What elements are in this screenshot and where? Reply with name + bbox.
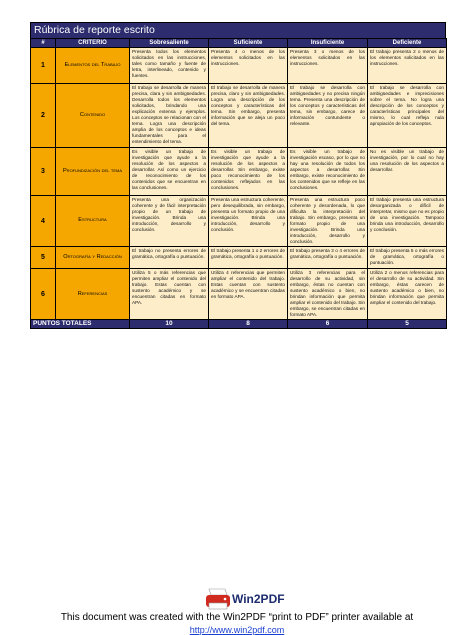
table-cell: Utiliza 2 o menos referencias para el desarrollo de su actividad. Sin embargo, éstas carecen de sustento académico o bien, no brindan información que permita ampliar el contenido del trabajo. <box>368 269 447 320</box>
table-cell: Es visible un trabajo de investigación que ayude a la resolución de los aspectos a desarrollar. Así como un ejercicio de reconocimiento de los contenidos que se encuentran en las conclusiones. <box>130 148 209 196</box>
table-row <box>31 48 447 84</box>
header-sobresaliente: Sobresaliente <box>130 39 209 48</box>
row-number: 6 <box>31 269 56 320</box>
row-criterion: Estructura <box>56 196 130 247</box>
table-cell: Utiliza 5 o más referencias que permiten ampliar el contenido del trabajo. Estas cuentan con sustento académico y se encuentran citadas en formato APA. <box>130 269 209 320</box>
table-cell: El trabajo se desarrolla de manera precisa, claro y sin ambigüedades. Logra una descripción de los conceptos y características del tema. Sin embargo, presenta información que se aleja un poco del tema. <box>209 84 288 148</box>
table-cell: El trabajo presenta 5 o más errores de gramática, ortografía o puntuación. <box>368 247 447 269</box>
header-deficiente: Deficiente <box>368 39 447 48</box>
row-number: 3 <box>31 148 56 196</box>
table-cell: Es visible un trabajo de investigación escaso, por lo que no hay una resolución de todos los aspectos a desarrollar. Sin embargo, existe reconocimiento de los contenidos que se refleje en las conclusiones. <box>288 148 368 196</box>
row-number: 2 <box>31 84 56 148</box>
rubric-table <box>30 38 447 329</box>
row-criterion: Elementos del Trabajo <box>56 48 130 84</box>
table-cell: Es visible un trabajo de investigación que ayude a la resolución de los aspectos a desarrollar. Sin embargo, existe poco reconocimiento de los contenidos reflejados en las conclusiones. <box>209 148 288 196</box>
total-deficiente: 5 <box>368 320 447 329</box>
table-cell: No es visible un trabajo de investigación, por lo cual no hay una resolución de los aspectos a desarrollar. <box>368 148 447 196</box>
table-cell: Presenta todos los elementos solicitados en las instrucciones, tales como tamaño y fuente de letra, interlineado, contenido y fuentes. <box>130 48 209 84</box>
table-cell: Utiliza 3 referencias para el desarrollo de su actividad, sin embargo, éstas no cuentan con sustento académico o bien, no brindan información que permita ampliar el contenido del trabajo. Sin embargo, se encuentran citadas en formato APA. <box>288 269 368 320</box>
table-cell: El trabajo no presenta errores de gramática, ortografía o puntuación. <box>130 247 209 269</box>
row-number: 5 <box>31 247 56 269</box>
row-criterion: Profundización del tema <box>56 148 130 196</box>
table-cell: El trabajo presenta 2 o menos de los elementos solicitados en las instrucciones. <box>368 48 447 84</box>
table-cell: El trabajo se desarrolla de manera precisa, clara y sin ambigüedades. Desarrolla todos los elementos solicitados, brindando una explicación extensa y ejemplos. Los conceptos se relacionan con el tema. Logra una descripción amplia de los conceptos e ideas fundamentales para el entendimiento del tema. <box>130 84 209 148</box>
row-criterion: Contenido <box>56 84 130 148</box>
rubric-document <box>30 22 446 329</box>
totals-row <box>31 320 447 329</box>
table-cell: Presenta 4 o menos de los elementos solicitados en las instrucciones. <box>209 48 288 84</box>
table-cell: El trabajo presenta 3 o 4 errores de gramática, ortografía o puntuación. <box>288 247 368 269</box>
table-header-row <box>31 39 447 48</box>
footer-link[interactable]: http://www.win2pdf.com <box>189 625 285 635</box>
row-criterion: Referencias <box>56 269 130 320</box>
table-cell: Presenta una estructura coherente, pero desequilibrada, sin embargo, presenta un formato propio de una investigación. Brinda una introducción, desarrollo y conclusión. <box>209 196 288 247</box>
row-criterion: Ortografía y Redacción <box>56 247 130 269</box>
table-row <box>31 269 447 320</box>
table-row <box>31 84 447 148</box>
totals-label: PUNTOS TOTALES <box>31 320 130 329</box>
table-cell: El trabajo presenta 1 o 2 errores de gramática, ortografía o puntuación. <box>209 247 288 269</box>
logo-text: Win2PDF <box>232 592 285 606</box>
header-insuficiente: Insuficiente <box>288 39 368 48</box>
total-insuficiente: 6 <box>288 320 368 329</box>
table-cell: Presenta una estructura poco coherente y desordenada, lo que dificulta la interpretación del trabajo. Sin embargo, presenta un formato propio de una investigación. Brinda una introducción, desarrollo y conclusión. <box>288 196 368 247</box>
footer-text: This document was created with the Win2PDF “print to PDF” printer available at <box>60 612 414 623</box>
rubric-title: Rúbrica de reporte escrito <box>30 22 446 38</box>
table-cell: Utiliza 4 referencias que permiten ampliar el contenido del trabajo. Estas cuentan con sustento académico y se encuentran citadas en formato APA. <box>209 269 288 320</box>
table-cell: Presenta 3 o menos de los elementos solicitados en las instrucciones. <box>288 48 368 84</box>
total-suficiente: 8 <box>209 320 288 329</box>
table-cell: Presenta una organización coherente y de fácil interpretación propio de un trabajo de investigación. Brinda una introducción, desarrollo y conclusión. <box>130 196 209 247</box>
header-criterion: CRITERIO <box>56 39 130 48</box>
header-suficiente: Suficiente <box>209 39 288 48</box>
table-row <box>31 148 447 196</box>
header-num: # <box>31 39 56 48</box>
total-sobresaliente: 10 <box>130 320 209 329</box>
table-row <box>31 196 447 247</box>
table-row <box>31 247 447 269</box>
row-number: 4 <box>31 196 56 247</box>
table-cell: El trabajo se desarrolla con ambigüedades e imprecisiones sobre el tema. No logra una descripción de los conceptos y características principales del mismo, lo cual refleja nula apropiación de los conceptos. <box>368 84 447 148</box>
table-cell: El trabajo se desarrolla con ambigüedades y no precisa ningún tema. Presenta una descripción de los conceptos y características del tema, sin embargo, carece de información contundente o relevante. <box>288 84 368 148</box>
row-number: 1 <box>31 48 56 84</box>
table-cell: El trabajo presenta una estructura desorganizada o difícil de interpretar, mismo que no es propio de una investigación. Tampoco brinda una introducción, desarrollo y conclusión. <box>368 196 447 247</box>
